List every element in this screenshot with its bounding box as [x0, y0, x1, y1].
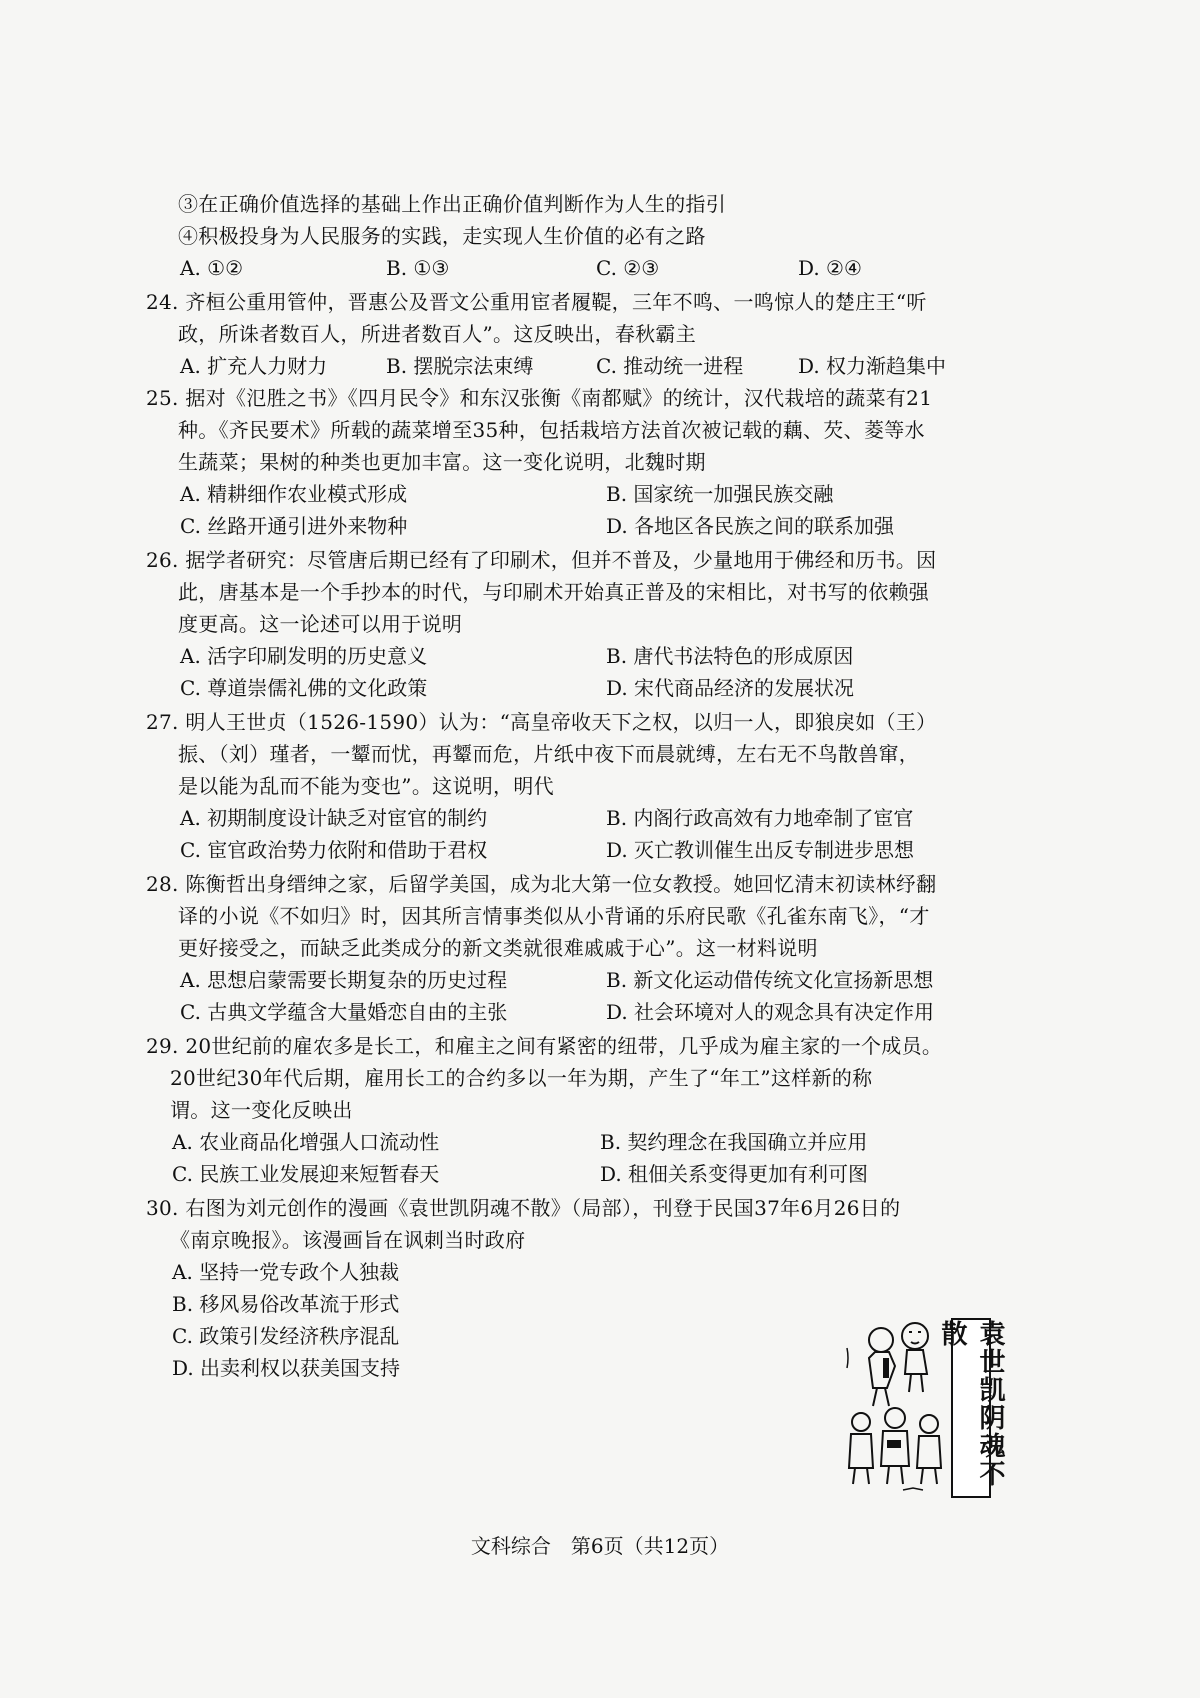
- q27-option-b[interactable]: B. 内阁行政高效有力地牵制了宦官: [606, 806, 914, 830]
- q29-option-a[interactable]: A. 农业商品化增强人口流动性: [172, 1130, 440, 1154]
- q29-stem-line-2: 20世纪30年代后期，雇用长工的合约多以一年为期，产生了“年工”这样新的称: [170, 1066, 873, 1090]
- page-footer: 文科综合 第6页（共12页）: [470, 1534, 730, 1558]
- statement-4: ④积极投身为人民服务的实践，走实现人生价值的必有之路: [178, 224, 706, 248]
- q23-option-b[interactable]: B. ①③: [386, 256, 450, 280]
- q30-option-c[interactable]: C. 政策引发经济秩序混乱: [172, 1324, 400, 1348]
- q23-option-c[interactable]: C. ②③: [596, 256, 660, 280]
- q25-option-a[interactable]: A. 精耕细作农业模式形成: [180, 482, 408, 506]
- q25-option-c[interactable]: C. 丝路开通引进外来物种: [180, 514, 408, 538]
- q25-stem-line-3: 生蔬菜；果树的种类也更加丰富。这一变化说明，北魏时期: [178, 450, 706, 474]
- q24-option-b[interactable]: B. 摆脱宗法束缚: [386, 354, 534, 378]
- q23-option-a[interactable]: A. ①②: [180, 256, 244, 280]
- q27-stem-line-1: 27. 明人王世贞（1526-1590）认为：“高皇帝收天下之权，以归一人，即狼戾如（王）: [146, 710, 937, 734]
- q26-stem-line-2: 此，唐基本是一个手抄本的时代，与印刷术开始真正普及的宋相比，对书写的依赖强: [178, 580, 930, 604]
- q29-option-c[interactable]: C. 民族工业发展迎来短暂春天: [172, 1162, 440, 1186]
- q25-option-b[interactable]: B. 国家统一加强民族交融: [606, 482, 834, 506]
- statement-3: ③在正确价值选择的基础上作出正确价值判断作为人生的指引: [178, 192, 727, 216]
- q27-stem-line-3: 是以能为乱而不能为变也”。这说明，明代: [178, 774, 554, 798]
- q28-option-a[interactable]: A. 思想启蒙需要长期复杂的历史过程: [180, 968, 508, 992]
- q28-option-c[interactable]: C. 古典文学蕴含大量婚恋自由的主张: [180, 1000, 508, 1024]
- q28-stem-line-2: 译的小说《不如归》时，因其所言情事类似从小背诵的乐府民歌《孔雀东南飞》，“才: [178, 904, 930, 928]
- q26-option-c[interactable]: C. 尊道崇儒礼佛的文化政策: [180, 676, 428, 700]
- q29-option-b[interactable]: B. 契约理念在我国确立并应用: [600, 1130, 868, 1154]
- q30-option-b[interactable]: B. 移风易俗改革流于形式: [172, 1292, 400, 1316]
- q30-stem-line-2: 《南京晚报》。该漫画旨在讽刺当时政府: [170, 1228, 526, 1252]
- q27-option-d[interactable]: D. 灭亡教训催生出反专制进步思想: [606, 838, 915, 862]
- q26-option-b[interactable]: B. 唐代书法特色的形成原因: [606, 644, 854, 668]
- q24-option-d[interactable]: D. 权力渐趋集中: [798, 354, 947, 378]
- q29-option-d[interactable]: D. 租佃关系变得更加有利可图: [600, 1162, 869, 1186]
- q30-option-d[interactable]: D. 出卖利权以获美国支持: [172, 1356, 401, 1380]
- q24-stem-line-2: 政，所诛者数百人，所进者数百人”。这反映出，春秋霸主: [178, 322, 697, 346]
- q25-stem-line-2: 种。《齐民要术》所载的蔬菜增至35种，包括栽培方法首次被记载的藕、芡、菱等水: [178, 418, 925, 442]
- q28-stem-line-3: 更好接受之，而缺乏此类成分的新文类就很难戚戚于心”。这一材料说明: [178, 936, 818, 960]
- q25-option-d[interactable]: D. 各地区各民族之间的联系加强: [606, 514, 895, 538]
- q26-option-d[interactable]: D. 宋代商品经济的发展状况: [606, 676, 855, 700]
- q29-stem-line-3: 谓。这一变化反映出: [170, 1098, 353, 1122]
- q28-stem-line-1: 28. 陈衡哲出身缙绅之家，后留学美国，成为北大第一位女教授。她回忆清末初读林纾翻: [146, 872, 937, 896]
- q27-option-a[interactable]: A. 初期制度设计缺乏对宦官的制约: [180, 806, 488, 830]
- q27-stem-line-2: 振、（刘）瑾者，一颦而忧，再颦而危，片纸中夜下而晨就缚，左右无不鸟散兽窜，: [178, 742, 920, 766]
- q29-stem-line-1: 29. 20世纪前的雇农多是长工，和雇主之间有紧密的纽带，几乎成为雇主家的一个成员。: [146, 1034, 943, 1058]
- q25-stem-line-1: 25. 据对《氾胜之书》《四月民令》和东汉张衡《南都赋》的统计，汉代栽培的蔬菜有21: [146, 386, 933, 410]
- q24-option-a[interactable]: A. 扩充人力财力: [180, 354, 328, 378]
- cartoon-illustration: [843, 1318, 1005, 1498]
- cartoon-title: 袁世凯阴魂不散: [951, 1318, 991, 1498]
- q26-option-a[interactable]: A. 活字印刷发明的历史意义: [180, 644, 428, 668]
- q28-option-b[interactable]: B. 新文化运动借传统文化宣扬新思想: [606, 968, 934, 992]
- q30-stem-line-1: 30. 右图为刘元创作的漫画《袁世凯阴魂不散》（局部），刊登于民国37年6月26日的: [146, 1196, 901, 1220]
- q27-option-c[interactable]: C. 宦官政治势力依附和借助于君权: [180, 838, 488, 862]
- q26-stem-line-1: 26. 据学者研究：尽管唐后期已经有了印刷术，但并不普及，少量地用于佛经和历书。因: [146, 548, 937, 572]
- q23-option-d[interactable]: D. ②④: [798, 256, 862, 280]
- q24-stem-line-1: 24. 齐桓公重用管仲，晋惠公及晋文公重用宦者履鞮，三年不鸣、一鸣惊人的楚庄王“听: [146, 290, 927, 314]
- q24-option-c[interactable]: C. 推动统一进程: [596, 354, 744, 378]
- q30-option-a[interactable]: A. 坚持一党专政个人独裁: [172, 1260, 400, 1284]
- q28-option-d[interactable]: D. 社会环境对人的观念具有决定作用: [606, 1000, 935, 1024]
- q26-stem-line-3: 度更高。这一论述可以用于说明: [178, 612, 463, 636]
